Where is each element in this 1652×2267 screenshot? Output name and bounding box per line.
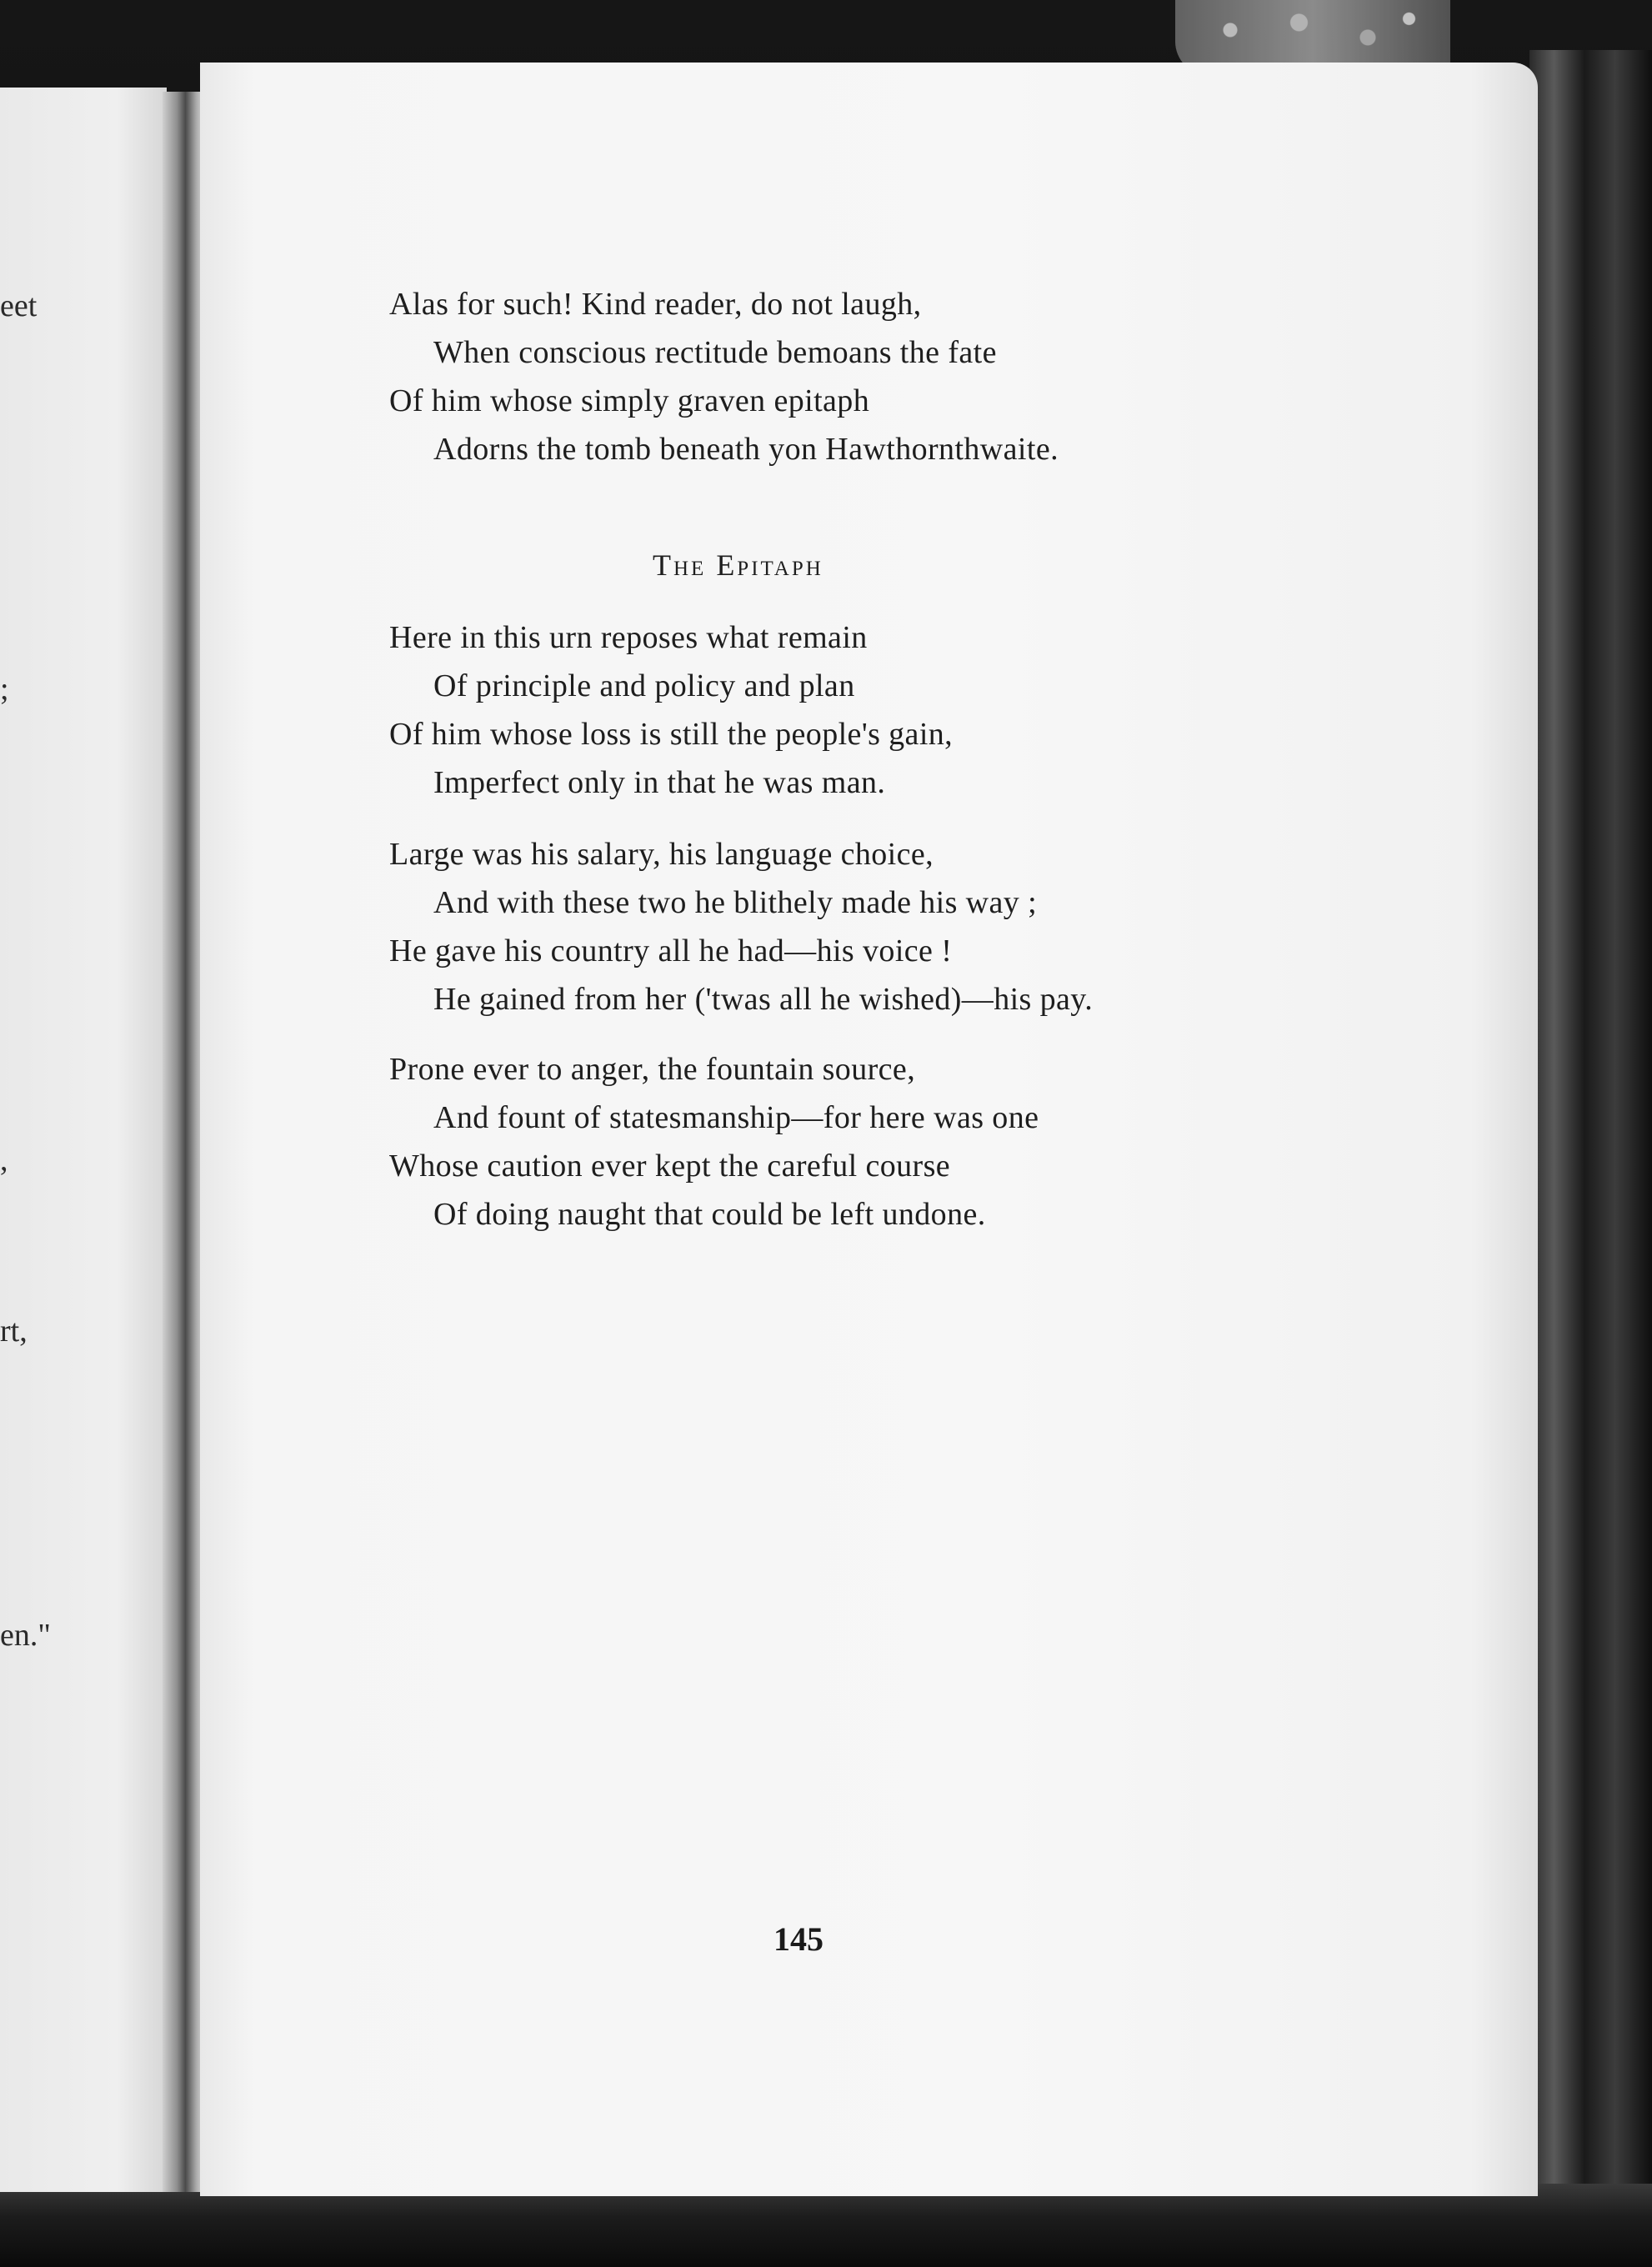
verse-line: He gave his country all he had—his voice ! — [389, 933, 953, 968]
left-page-fragment: ; — [0, 672, 9, 707]
page-number: 145 — [773, 1920, 823, 1958]
right-page — [200, 63, 1538, 2196]
left-page — [0, 88, 167, 2192]
book-cover-edge — [1529, 50, 1652, 2267]
book-cover-bottom-edge — [0, 2184, 1652, 2267]
verse-line: And fount of statesmanship—for here was one — [433, 1100, 1039, 1135]
verse-line: When conscious rectitude bemoans the fate — [433, 335, 997, 370]
verse-line: Whose caution ever kept the careful course — [389, 1149, 951, 1184]
verse-line: Adorns the tomb beneath yon Hawthornthwaite. — [433, 432, 1059, 467]
left-page-fragment: , — [0, 1143, 8, 1178]
verse-line: Of him whose loss is still the people's gain, — [389, 717, 954, 752]
verse-line: Of doing naught that could be left undone. — [433, 1197, 986, 1232]
verse-line: Of principle and policy and plan — [433, 668, 855, 703]
book-gutter — [163, 92, 204, 2192]
verse-line: Of him whose simply graven epitaph — [389, 383, 870, 418]
verse-line: He gained from her ('twas all he wished)—his pay. — [433, 982, 1094, 1017]
verse-line: Large was his salary, his language choice, — [389, 837, 934, 872]
left-page-fragment: eet — [0, 288, 38, 323]
left-page-fragment: rt, — [0, 1314, 28, 1349]
verse-line: Prone ever to anger, the fountain source, — [389, 1052, 916, 1087]
verse-line: Alas for such! Kind reader, do not laugh, — [389, 287, 922, 322]
verse-line: And with these two he blithely made his way ; — [433, 885, 1038, 920]
verse-line: Imperfect only in that he was man. — [433, 765, 886, 800]
left-page-fragment: en." — [0, 1618, 51, 1653]
verse-line: Here in this urn reposes what remain — [389, 620, 868, 655]
poem-content — [200, 63, 1538, 2196]
section-title: The Epitaph — [653, 548, 823, 582]
